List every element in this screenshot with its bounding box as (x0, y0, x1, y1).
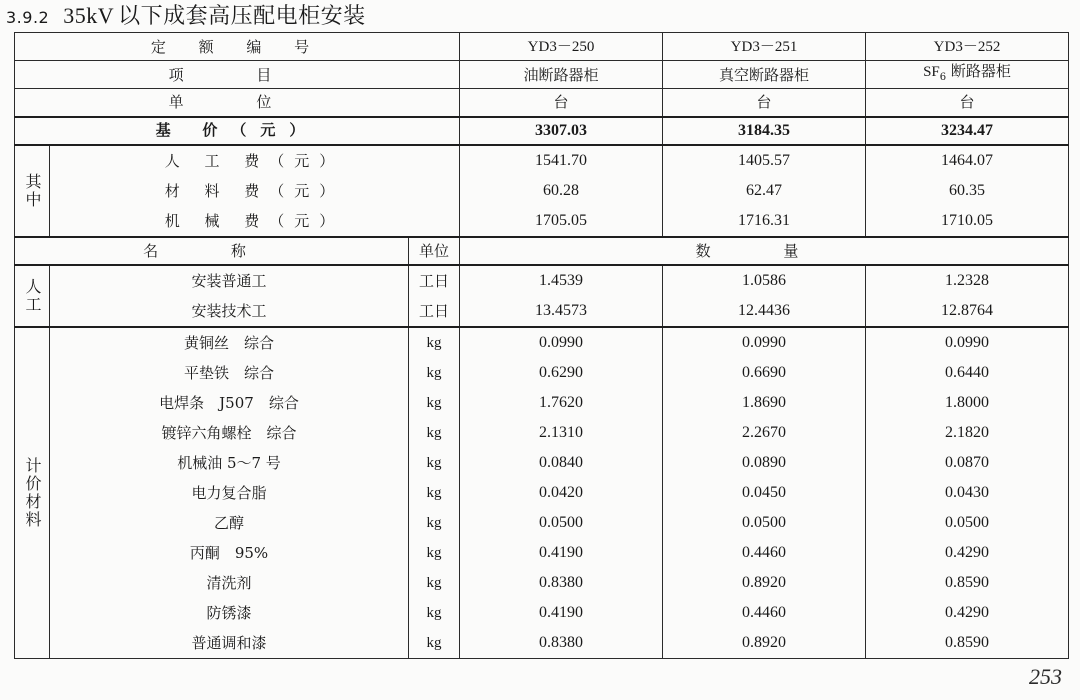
materials-block (15, 327, 1069, 659)
breakdown-values (866, 145, 1069, 237)
material-unit: kg (426, 454, 442, 471)
name-header-text: 名 称 (143, 241, 280, 260)
material-value: 0.4460 (742, 543, 787, 561)
breakdown-row (15, 145, 1069, 237)
material-value: 0.0870 (945, 453, 990, 471)
material-value: 2.2670 (742, 423, 787, 441)
quota-code-row (15, 33, 1069, 61)
material-values (663, 327, 866, 659)
breakdown-values (460, 145, 663, 237)
quota-code-label (15, 33, 460, 61)
material-fee-value: 62.47 (746, 181, 783, 199)
material-name: 黄铜丝 综合 (183, 333, 274, 352)
base-price-cell: 3307.03 (460, 117, 663, 145)
labor-value: 1.4539 (539, 271, 584, 289)
material-value: 0.8380 (539, 573, 584, 591)
material-unit: kg (426, 394, 442, 411)
unit-cell: 台 (460, 89, 663, 117)
material-value: 0.4460 (742, 603, 787, 621)
material-fee-label: 材 料 费（元） (164, 181, 345, 200)
quantity-header-text: 数 量 (695, 241, 833, 260)
labor-unit: 工日 (419, 301, 450, 320)
material-value: 1.8690 (742, 393, 787, 411)
material-unit: kg (426, 574, 442, 591)
material-value: 0.0840 (539, 453, 584, 471)
item-cell (866, 61, 1069, 89)
material-value: 0.0500 (742, 513, 787, 531)
material-unit: kg (426, 634, 442, 651)
material-values (460, 327, 663, 659)
machine-fee-value: 1716.31 (738, 211, 791, 229)
machine-fee-value: 1710.05 (941, 211, 994, 229)
section-number: 3.9.2 (6, 8, 50, 27)
quota-code-cell: YD3－252 (866, 33, 1069, 61)
material-name: 机械油 5～7 号 (177, 453, 281, 472)
material-value: 2.1310 (539, 423, 584, 441)
material-unit: kg (426, 334, 442, 351)
material-unit: kg (426, 484, 442, 501)
materials-group-cell (15, 327, 50, 659)
item-sf-text: SF (923, 64, 940, 80)
material-name: 电力复合脂 (191, 483, 267, 502)
labor-value: 12.8764 (941, 301, 994, 319)
material-names (50, 327, 409, 659)
material-value: 0.0990 (945, 333, 990, 351)
labor-block (15, 265, 1069, 327)
material-fee-value: 60.28 (543, 181, 580, 199)
labor-fee-value: 1541.70 (535, 151, 588, 169)
unit-label (15, 89, 460, 117)
item-cell: 油断路器柜 (460, 61, 663, 89)
labor-name: 安装技术工 (191, 301, 267, 320)
unit-row (15, 89, 1069, 117)
material-value: 0.6290 (539, 363, 584, 381)
material-value: 0.8380 (539, 633, 584, 651)
labor-fee-value: 1405.57 (738, 151, 791, 169)
material-value: 0.8920 (742, 633, 787, 651)
material-value: 0.0420 (539, 483, 584, 501)
labor-names (50, 265, 409, 327)
material-value: 0.8590 (945, 633, 990, 651)
material-units (409, 327, 460, 659)
labor-fee-label: 人 工 费（元） (164, 151, 345, 170)
material-value: 0.0430 (945, 483, 990, 501)
material-value: 0.0990 (742, 333, 787, 351)
material-name: 丙酮 95% (189, 543, 269, 562)
material-unit: kg (426, 364, 442, 381)
base-price-row (15, 117, 1069, 145)
material-unit: kg (426, 514, 442, 531)
material-name: 平垫铁 综合 (183, 363, 274, 382)
labor-values (663, 265, 866, 327)
quantity-header-row (15, 237, 1069, 265)
section-title (6, 2, 366, 32)
labor-value: 13.4573 (535, 301, 588, 319)
material-value: 0.4190 (539, 603, 584, 621)
material-unit: kg (426, 544, 442, 561)
quota-code-label-text: 定 额 编 号 (150, 37, 324, 56)
section-title-text: 以下成套高压配电柜安装 (118, 4, 366, 29)
quota-code-cell: YD3－251 (663, 33, 866, 61)
material-value: 1.8000 (945, 393, 990, 411)
material-value: 2.1820 (945, 423, 990, 441)
item-row (15, 61, 1069, 89)
base-price-label (15, 117, 460, 145)
labor-value: 12.4436 (738, 301, 791, 319)
base-price-cell: 3234.47 (866, 117, 1069, 145)
item-label-text: 项 目 (168, 65, 306, 84)
material-unit: kg (426, 604, 442, 621)
labor-group-label: 人工 (23, 277, 42, 314)
machine-fee-label: 机 械 费（元） (164, 211, 345, 230)
item-suffix-text: 断路器柜 (946, 62, 1011, 80)
labor-values (866, 265, 1069, 327)
material-name: 清洗剂 (206, 573, 252, 592)
labor-unit: 工日 (419, 271, 450, 290)
material-value: 0.0500 (945, 513, 990, 531)
labor-values (460, 265, 663, 327)
labor-value: 1.2328 (945, 271, 990, 289)
material-value: 0.4290 (945, 543, 990, 561)
material-name: 防锈漆 (206, 603, 252, 622)
material-name: 普通调和漆 (191, 633, 267, 652)
item-sf-subscript: 6 (939, 72, 947, 83)
breakdown-group-cell (15, 145, 50, 237)
material-value: 0.6440 (945, 363, 990, 381)
material-name: 乙醇 (213, 513, 244, 532)
section-title-voltage: 35kV (63, 3, 115, 28)
material-values (866, 327, 1069, 659)
breakdown-labels (50, 145, 460, 237)
labor-units (409, 265, 460, 327)
quota-code-cell: YD3－250 (460, 33, 663, 61)
base-price-label-text: 基 价（元） (155, 122, 319, 139)
breakdown-group-label: 其中 (23, 172, 42, 209)
unit-col-header: 单位 (409, 237, 460, 265)
material-name: 镀锌六角螺栓 综合 (161, 423, 297, 442)
material-unit: kg (426, 424, 442, 441)
page-number: 253 (1029, 664, 1062, 689)
unit-cell: 台 (663, 89, 866, 117)
breakdown-values (663, 145, 866, 237)
labor-group-cell (15, 265, 50, 327)
item-cell: 真空断路器柜 (663, 61, 866, 89)
labor-name: 安装普通工 (191, 271, 267, 290)
unit-label-text: 单 位 (168, 93, 306, 112)
material-value: 0.4190 (539, 543, 584, 561)
unit-cell: 台 (866, 89, 1069, 117)
materials-group-label: 计价材料 (23, 456, 42, 529)
labor-fee-value: 1464.07 (941, 151, 994, 169)
material-value: 0.4290 (945, 603, 990, 621)
material-value: 0.6690 (742, 363, 787, 381)
machine-fee-value: 1705.05 (535, 211, 588, 229)
material-value: 0.0450 (742, 483, 787, 501)
material-value: 0.0890 (742, 453, 787, 471)
material-value: 0.8590 (945, 573, 990, 591)
material-value: 1.7620 (539, 393, 584, 411)
material-value: 0.8920 (742, 573, 787, 591)
quota-table (14, 32, 1069, 659)
item-label (15, 61, 460, 89)
material-fee-value: 60.35 (949, 181, 986, 199)
material-name: 电焊条 J507 综合 (159, 393, 299, 412)
name-header (15, 237, 409, 265)
material-value: 0.0990 (539, 333, 584, 351)
labor-value: 1.0586 (742, 271, 787, 289)
quantity-header (460, 237, 1069, 265)
material-value: 0.0500 (539, 513, 584, 531)
base-price-cell: 3184.35 (663, 117, 866, 145)
